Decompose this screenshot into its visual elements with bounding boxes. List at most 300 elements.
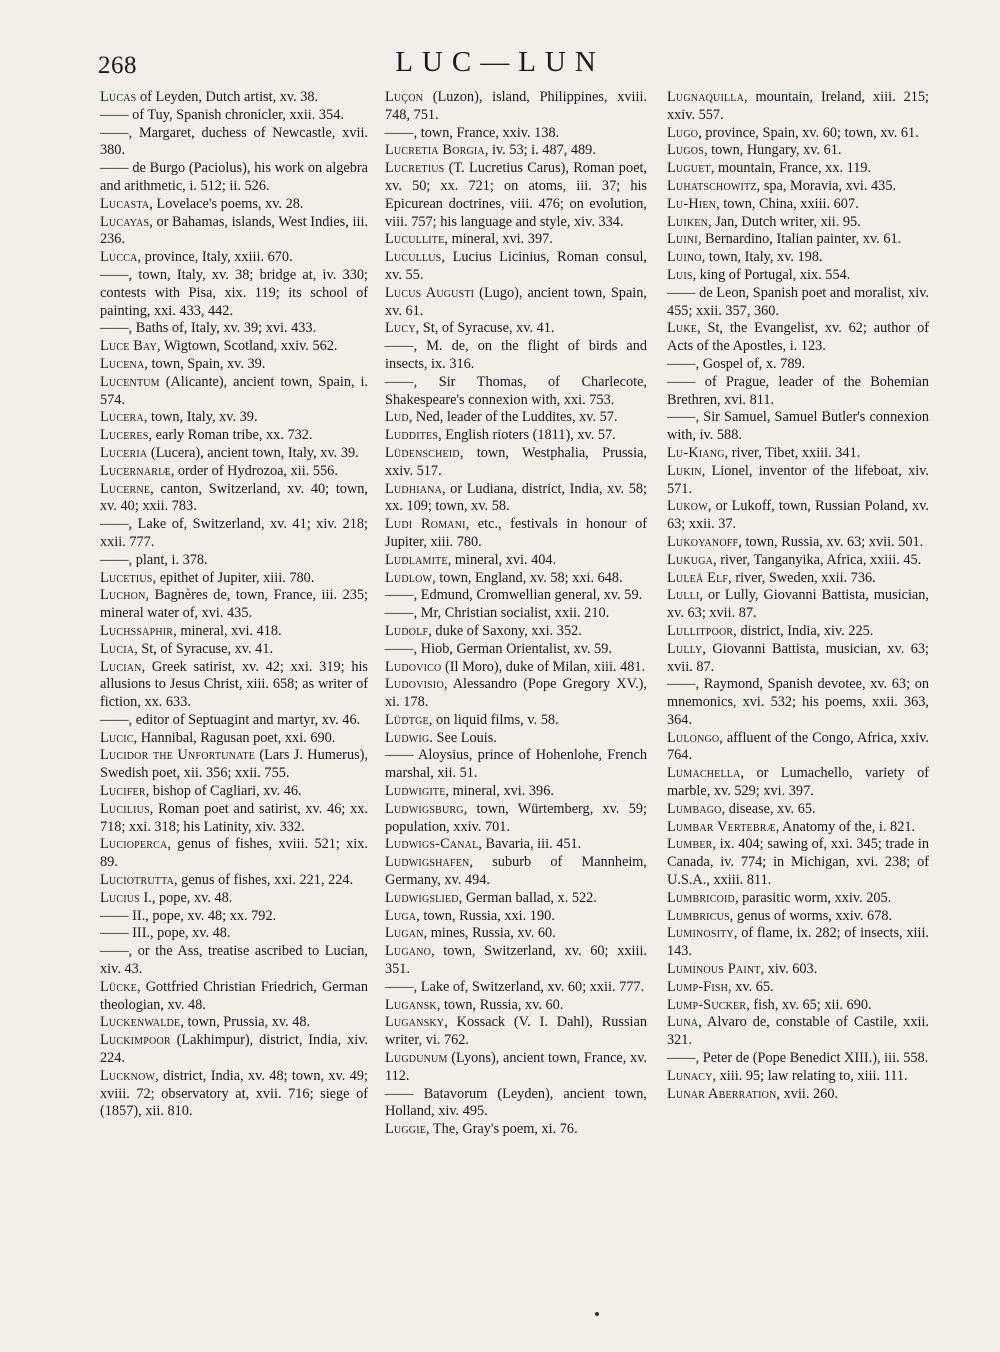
entry-headword: Luga bbox=[385, 907, 417, 924]
index-entry bbox=[667, 320, 929, 356]
running-head: LUC—LUN bbox=[395, 46, 605, 78]
index-entry bbox=[667, 1086, 929, 1104]
index-entry bbox=[100, 552, 368, 570]
index-entry bbox=[100, 160, 368, 196]
index-entry bbox=[385, 712, 647, 730]
index-entry bbox=[667, 908, 929, 926]
entry-headword: Luce Bay bbox=[100, 338, 157, 355]
entry-headword: Lugan bbox=[385, 925, 424, 942]
entry-text: , Bernardino, Italian painter, xv. 61. bbox=[697, 231, 902, 248]
index-entry bbox=[100, 925, 368, 943]
index-entry bbox=[100, 623, 368, 641]
entry-text: , mountain, Ireland, xiii. 215; xxiv. 557. bbox=[667, 89, 929, 123]
entry-text: , xiv. 603. bbox=[760, 961, 818, 978]
index-entry bbox=[100, 196, 368, 214]
index-entry bbox=[385, 142, 647, 160]
entry-headword: Luchon bbox=[100, 587, 146, 604]
entry-headword: Ludwigite bbox=[385, 783, 446, 800]
entry-headword: Luhatschowitz bbox=[667, 177, 757, 194]
entry-text: , Lionel, inventor of the lifeboat, xiv. 571. bbox=[667, 462, 929, 497]
index-entry bbox=[667, 641, 929, 677]
entry-headword: Lucasta bbox=[100, 195, 150, 212]
entry-text: , town, Italy, xv. 39. bbox=[143, 409, 258, 426]
index-entry bbox=[385, 943, 647, 979]
entry-text: . See Louis. bbox=[429, 729, 497, 746]
index-entry bbox=[385, 89, 647, 125]
entry-headword: Lucian bbox=[100, 658, 142, 675]
index-entry bbox=[667, 178, 929, 196]
index-entry bbox=[100, 1014, 368, 1032]
entry-headword: Luini bbox=[667, 231, 698, 248]
entry-text: , mineral, xvi. 418. bbox=[173, 622, 282, 639]
entry-text: , bishop of Cagliari, xv. 46. bbox=[145, 783, 302, 800]
entry-headword: Lukow bbox=[667, 498, 708, 515]
index-entry bbox=[100, 516, 368, 552]
index-entry bbox=[667, 890, 929, 908]
entry-headword: Lucullus bbox=[385, 249, 442, 266]
entry-headword: Lucentum bbox=[100, 373, 160, 390]
entry-text: ——, Gospel of, x. 789. bbox=[667, 355, 806, 372]
entry-text: , Lovelace's poems, xv. 28. bbox=[149, 195, 304, 212]
entry-text: , genus of worms, xxiv. 678. bbox=[729, 907, 893, 924]
index-entry bbox=[667, 498, 929, 534]
index-entry bbox=[385, 516, 647, 552]
entry-headword: Lucena bbox=[100, 355, 145, 372]
entry-text: , Anatomy of the, i. 821. bbox=[775, 818, 916, 835]
entry-headword: Luddites bbox=[385, 427, 439, 444]
index-entry bbox=[100, 125, 368, 161]
page-number: 268 bbox=[98, 52, 137, 79]
entry-headword: Lucerne bbox=[100, 480, 151, 497]
entry-headword: Luna bbox=[667, 1014, 699, 1031]
index-entry bbox=[667, 160, 929, 178]
entry-text: , river, Tanganyika, Africa, xxiii. 45. bbox=[713, 551, 922, 568]
entry-text: —— Aloysius, prince of Hohenlohe, French marshal, xii. 51. bbox=[385, 747, 647, 782]
entry-text: , mineral, xvi. 396. bbox=[445, 783, 554, 800]
entry-text: , Greek satirist, xv. 42; xxi. 319; his allusions to Jesus Christ, xiii. 658; as writer of fiction, xx. 633. bbox=[100, 658, 368, 711]
entry-text: ——, or the Ass, treatise ascribed to Lucian, xiv. 43. bbox=[100, 943, 368, 978]
index-entry bbox=[385, 445, 647, 481]
index-entry bbox=[385, 570, 647, 588]
entry-headword: Lugo bbox=[667, 124, 699, 141]
entry-text: , spa, Moravia, xvi. 435. bbox=[756, 177, 897, 194]
entry-headword: Lugano bbox=[385, 943, 432, 960]
entry-text: (Lakhimpur), district, India, xiv. 224. bbox=[100, 1032, 368, 1067]
entry-text: , Lucius Licinius, Roman consul, xv. 55. bbox=[385, 249, 647, 283]
entry-text: , district, India, xiv. 225. bbox=[733, 622, 874, 639]
index-entry bbox=[100, 979, 368, 1015]
entry-text: , of flame, ix. 282; of insects, xiii. 143. bbox=[667, 925, 929, 960]
entry-text: , Bagnères de, town, France, iii. 235; mineral water of, xvi. 435. bbox=[100, 587, 368, 622]
entry-text: , affluent of the Congo, Africa, xxiv. 764. bbox=[667, 729, 929, 764]
entry-text: , mountain, France, xx. 119. bbox=[710, 160, 872, 177]
entry-text: , epithet of Jupiter, xiii. 780. bbox=[152, 569, 315, 586]
index-entry bbox=[100, 374, 368, 410]
entry-headword: Lucilius bbox=[100, 800, 150, 817]
entry-headword: Lump-Sucker bbox=[667, 996, 747, 1013]
index-entry bbox=[667, 231, 929, 249]
index-entry bbox=[100, 730, 368, 748]
index-entry bbox=[385, 587, 647, 605]
entry-text: , etc., festivals in honour of Jupiter, xiii. 780. bbox=[385, 516, 647, 550]
entry-headword: Ludwigs-Canal bbox=[385, 836, 479, 853]
index-entry bbox=[385, 854, 647, 890]
entry-text: , St, of Syracuse, xv. 41. bbox=[415, 320, 555, 337]
entry-headword: Lugansky bbox=[385, 1014, 445, 1031]
index-entry bbox=[667, 214, 929, 232]
entry-text: , suburb of Mannheim, Germany, xv. 494. bbox=[385, 854, 647, 889]
index-entry bbox=[667, 623, 929, 641]
entry-text: , town, China, xxiii. 607. bbox=[716, 195, 859, 212]
entry-headword: Lulli bbox=[667, 587, 700, 604]
index-entry bbox=[385, 783, 647, 801]
entry-headword: Luguet bbox=[667, 160, 711, 177]
entry-text: , or Lukoff, town, Russian Poland, xv. 63; xxii. 37. bbox=[667, 498, 929, 533]
index-entry bbox=[667, 89, 929, 125]
index-entry bbox=[100, 587, 368, 623]
entry-headword: Lulongo bbox=[667, 729, 720, 746]
entry-headword: Lucia bbox=[100, 640, 135, 657]
entry-headword: Luino bbox=[667, 249, 702, 266]
index-entry bbox=[385, 1014, 647, 1050]
entry-text: —— II., pope, xv. 48; xx. 792. bbox=[100, 907, 277, 924]
entry-text: , iv. 53; i. 487, 489. bbox=[484, 142, 596, 159]
entry-headword: Lucy bbox=[385, 320, 416, 337]
entry-text: , river, Sweden, xxii. 736. bbox=[728, 569, 876, 586]
entry-headword: Lu-Hien bbox=[667, 195, 717, 212]
index-entry bbox=[100, 463, 368, 481]
entry-text: , town, Russia, xxi. 190. bbox=[416, 907, 555, 924]
entry-headword: Luke bbox=[667, 320, 698, 337]
entry-text: , order of Hydrozoa, xii. 556. bbox=[170, 462, 338, 479]
entry-headword: Lumbar Vertebræ bbox=[667, 818, 776, 835]
index-entry bbox=[385, 623, 647, 641]
index-entry bbox=[667, 249, 929, 267]
entry-text: , xv. 65. bbox=[728, 978, 774, 995]
index-entry bbox=[385, 231, 647, 249]
entry-text: , canton, Switzerland, xv. 40; town, xv. 40; xxii. 783. bbox=[100, 480, 368, 515]
entry-headword: Lumbricus bbox=[667, 907, 730, 924]
entry-text: , province, Spain, xv. 60; town, xv. 61. bbox=[698, 124, 919, 141]
entry-text: , disease, xv. 65. bbox=[721, 800, 816, 817]
entry-text: , Alvaro de, constable of Castile, xxii. 321. bbox=[667, 1014, 929, 1049]
entry-headword: Lucretius bbox=[385, 160, 445, 177]
index-entry bbox=[385, 409, 647, 427]
index-entry bbox=[667, 285, 929, 321]
index-entry bbox=[100, 267, 368, 320]
entry-headword: Lugansk bbox=[385, 996, 437, 1013]
entry-text: , town, Switzerland, xv. 60; xxiii. 351. bbox=[385, 943, 647, 978]
index-entry bbox=[667, 125, 929, 143]
entry-headword: Lucidor the Unfortunate bbox=[100, 747, 256, 764]
entry-headword: Lucera bbox=[100, 409, 144, 426]
entry-text: (Lyons), ancient town, France, xv. 112. bbox=[385, 1050, 647, 1084]
index-entry bbox=[667, 961, 929, 979]
index-entry bbox=[385, 801, 647, 837]
entry-headword: Luggie bbox=[385, 1121, 427, 1138]
index-entry bbox=[100, 836, 368, 872]
entry-text: , German ballad, x. 522. bbox=[458, 889, 597, 906]
index-entry bbox=[100, 1032, 368, 1068]
entry-headword: Lumber bbox=[667, 836, 713, 853]
entry-text: , province, Italy, xxiii. 670. bbox=[137, 249, 293, 266]
entry-text: , town, Russia, xv. 60. bbox=[436, 996, 564, 1013]
entry-text: , Hannibal, Ragusan poet, xxi. 690. bbox=[133, 729, 336, 746]
entry-text: , Kossack (V. I. Dahl), Russian writer, vi. 762. bbox=[385, 1014, 647, 1049]
entry-headword: Ludovisio bbox=[385, 676, 444, 693]
index-entry bbox=[385, 1121, 647, 1139]
entry-headword: Lucic bbox=[100, 729, 134, 746]
index-entry bbox=[385, 160, 647, 231]
entry-headword: Lukin bbox=[667, 462, 702, 479]
index-entry bbox=[667, 836, 929, 889]
index-entry bbox=[100, 214, 368, 250]
entry-headword: Luckenwalde bbox=[100, 1014, 181, 1031]
index-entry bbox=[667, 142, 929, 160]
index-entry bbox=[385, 285, 647, 321]
index-entry bbox=[385, 908, 647, 926]
index-entry bbox=[100, 409, 368, 427]
entry-text: —— of Prague, leader of the Bohemian Brethren, xvi. 811. bbox=[667, 373, 929, 408]
entry-headword: Lukoyanoff bbox=[667, 533, 739, 550]
index-entry bbox=[385, 730, 647, 748]
entry-headword: Luminosity bbox=[667, 925, 734, 942]
entry-text: ——, M. de, on the flight of birds and insects, ix. 316. bbox=[385, 338, 647, 372]
entry-headword: Lunar Aberration bbox=[667, 1085, 777, 1102]
index-entry bbox=[385, 979, 647, 997]
index-entry bbox=[385, 552, 647, 570]
entry-headword: Ludwig bbox=[385, 729, 430, 746]
entry-text: ——, town, Italy, xv. 38; bridge at, iv. 330; contests with Pisa, xix. 119; its school of painting, xxi. 433, 442. bbox=[100, 266, 368, 319]
index-entry bbox=[667, 374, 929, 410]
entry-text: (Lars J. Humerus), Swedish poet, xii. 356; xxii. 755. bbox=[100, 747, 368, 782]
index-entry bbox=[100, 249, 368, 267]
entry-headword: Ludovico bbox=[385, 658, 442, 675]
entry-headword: Lüdenscheid bbox=[385, 444, 460, 461]
index-entry bbox=[100, 445, 368, 463]
index-entry bbox=[385, 890, 647, 908]
entry-text: , Giovanni Battista, musician, xv. 63; xvii. 87. bbox=[667, 640, 929, 675]
entry-text: , Bavaria, iii. 451. bbox=[478, 836, 582, 853]
index-entry bbox=[385, 641, 647, 659]
entry-text: (Alicante), ancient town, Spain, i. 574. bbox=[100, 373, 368, 408]
entry-text: , town, Westphalia, Prussia, xxiv. 517. bbox=[385, 444, 647, 479]
entry-text: , mineral, xvi. 397. bbox=[444, 231, 553, 248]
entry-text: ——, Raymond, Spanish devotee, xv. 63; on mnemonics, xvi. 532; his poems, xxii. 363, 364. bbox=[667, 676, 929, 728]
entry-text: , St, of Syracuse, xv. 41. bbox=[134, 640, 274, 657]
entry-text: —— de Burgo (Paciolus), his work on algebra and arithmetic, i. 512; ii. 526. bbox=[100, 160, 368, 194]
index-entry bbox=[667, 676, 929, 729]
entry-text: , king of Portugal, xix. 554. bbox=[692, 266, 851, 283]
index-entry bbox=[100, 747, 368, 783]
entry-headword: Lucioperca bbox=[100, 836, 168, 853]
index-entry bbox=[385, 925, 647, 943]
entry-headword: Lullitpoor bbox=[667, 622, 734, 639]
entry-text: , town, England, xv. 58; xxi. 648. bbox=[432, 569, 623, 586]
entry-headword: Lugdunum bbox=[385, 1050, 448, 1067]
index-entry bbox=[100, 107, 368, 125]
entry-text: , Roman poet and satirist, xv. 46; xx. 718; xxi. 318; his Latinity, xiv. 332. bbox=[100, 800, 368, 835]
entry-text: (Luzon), island, Philippines, xviii. 748, 751. bbox=[385, 89, 647, 123]
entry-headword: Lucetius bbox=[100, 569, 153, 586]
entry-text: (Lucera), ancient town, Italy, xv. 39. bbox=[147, 444, 359, 461]
index-entry bbox=[100, 943, 368, 979]
entry-headword: Luceres bbox=[100, 427, 149, 444]
entry-text: , town, Prussia, xv. 48. bbox=[180, 1014, 311, 1031]
entry-headword: Lugos bbox=[667, 142, 704, 159]
entry-text: (Lugo), ancient town, Spain, xv. 61. bbox=[385, 284, 647, 319]
entry-headword: Ludolf bbox=[385, 622, 429, 639]
entry-text: , district, India, xv. 48; town, xv. 49; xviii. 72; observatory at, xvii. 716; siege of (1857), xii. 810. bbox=[100, 1067, 368, 1120]
entry-headword: Lumachella bbox=[667, 765, 741, 782]
entry-text: ——, Sir Samuel, Samuel Butler's connexion with, iv. 588. bbox=[667, 409, 929, 444]
entry-text: of Leyden, Dutch artist, xv. 38. bbox=[136, 89, 319, 105]
index-entry bbox=[100, 89, 368, 107]
entry-text: ——, Lake of, Switzerland, xv. 41; xiv. 218; xxii. 777. bbox=[100, 516, 368, 550]
index-entry bbox=[100, 712, 368, 730]
entry-headword: Luis bbox=[667, 266, 693, 283]
entry-text: , genus of fishes, xxi. 221, 224. bbox=[174, 872, 354, 889]
entry-headword: Lucca bbox=[100, 249, 138, 266]
index-entry bbox=[385, 249, 647, 285]
index-entry bbox=[385, 320, 647, 338]
index-entry bbox=[667, 997, 929, 1015]
entry-headword: Ludwigsburg bbox=[385, 800, 464, 817]
entry-headword: Luckimpoor bbox=[100, 1032, 171, 1049]
entry-text: , or Bahamas, islands, West Indies, iii. 236. bbox=[100, 213, 368, 248]
entry-text: ——, Baths of, Italy, xv. 39; xvi. 433. bbox=[100, 320, 317, 337]
entry-headword: Luchssaphir bbox=[100, 622, 174, 639]
entry-headword: Luleå Elf bbox=[667, 569, 729, 586]
entry-headword: Ludlamite bbox=[385, 551, 448, 568]
index-entry bbox=[667, 534, 929, 552]
index-entry bbox=[667, 801, 929, 819]
entry-text: , Wigtown, Scotland, xxiv. 562. bbox=[156, 338, 338, 355]
entry-text: —— of Tuy, Spanish chronicler, xxii. 354. bbox=[100, 106, 344, 123]
entry-text: ——, Hiob, German Orientalist, xv. 59. bbox=[385, 640, 612, 657]
index-entry bbox=[385, 427, 647, 445]
entry-text: , early Roman tribe, xx. 732. bbox=[148, 427, 313, 444]
index-entry bbox=[100, 872, 368, 890]
index-entry bbox=[385, 659, 647, 677]
index-column-2 bbox=[385, 89, 647, 1139]
entry-text: , Ned, leader of the Luddites, xv. 57. bbox=[408, 409, 618, 426]
entry-headword: Lully bbox=[667, 640, 703, 657]
entry-text: , parasitic worm, xxiv. 205. bbox=[734, 889, 892, 906]
entry-headword: Lucas bbox=[100, 89, 137, 105]
entry-text: , mineral, xvi. 404. bbox=[447, 551, 557, 568]
entry-text: , The, Gray's poem, xi. 76. bbox=[426, 1121, 578, 1138]
index-entry bbox=[100, 1068, 368, 1121]
index-entry bbox=[100, 783, 368, 801]
entry-headword: Lüdtge bbox=[385, 711, 429, 728]
entry-headword: Lunacy bbox=[667, 1067, 713, 1084]
entry-headword: Luçon bbox=[385, 89, 424, 105]
entry-headword: Lucullite bbox=[385, 231, 445, 248]
entry-text: , mines, Russia, xv. 60. bbox=[423, 925, 556, 942]
entry-text: , duke of Saxony, xxi. 352. bbox=[428, 622, 582, 639]
page-mark bbox=[595, 1312, 599, 1316]
entry-text: , town, Würtemberg, xv. 59; population, xxiv. 701. bbox=[385, 800, 647, 835]
entry-text: I., pope, xv. 48. bbox=[139, 889, 233, 906]
entry-headword: Ludwigslied bbox=[385, 889, 459, 906]
entry-headword: Lucifer bbox=[100, 783, 146, 800]
entry-headword: Lucius bbox=[100, 889, 140, 906]
index-entry bbox=[667, 267, 929, 285]
index-entry bbox=[385, 676, 647, 712]
entry-headword: Lu-Kiang bbox=[667, 444, 725, 461]
index-entry bbox=[385, 605, 647, 623]
entry-text: —— III., pope, xv. 48. bbox=[100, 925, 231, 942]
entry-text: , Gottfried Christian Friedrich, German theologian, xv. 48. bbox=[100, 978, 368, 1013]
index-entry bbox=[100, 641, 368, 659]
entry-text: , town, Russia, xv. 63; xvii. 501. bbox=[738, 533, 924, 550]
entry-text: , Alessandro (Pope Gregory XV.), xi. 178. bbox=[385, 676, 647, 711]
entry-text: , town, Hungary, xv. 61. bbox=[703, 142, 842, 159]
entry-text: , river, Tibet, xxiii. 341. bbox=[724, 444, 861, 461]
entry-text: , xiii. 95; law relating to, xiii. 111. bbox=[712, 1067, 908, 1084]
index-entry bbox=[100, 356, 368, 374]
entry-text: , town, Italy, xv. 198. bbox=[701, 249, 823, 266]
index-entry bbox=[100, 908, 368, 926]
entry-headword: Lucknow bbox=[100, 1067, 156, 1084]
entry-headword: Lumbago bbox=[667, 800, 722, 817]
entry-text: ——, Lake of, Switzerland, xv. 60; xxii. 777. bbox=[385, 978, 645, 995]
index-column-3 bbox=[667, 89, 929, 1103]
entry-headword: Luminous Paint bbox=[667, 961, 761, 978]
entry-text: , Jan, Dutch writer, xii. 95. bbox=[708, 213, 861, 230]
entry-text: ——, editor of Septuagint and martyr, xv. 46. bbox=[100, 711, 361, 728]
index-entry bbox=[667, 196, 929, 214]
entry-text: , English rioters (1811), xv. 57. bbox=[438, 427, 616, 444]
entry-text: (Il Moro), duke of Milan, xiii. 481. bbox=[441, 658, 646, 675]
entry-headword: Ludlow bbox=[385, 569, 433, 586]
index-entry bbox=[385, 1086, 647, 1122]
entry-text: —— de Leon, Spanish poet and moralist, xiv. 455; xxii. 357, 360. bbox=[667, 284, 929, 319]
index-entry bbox=[667, 1050, 929, 1068]
index-entry bbox=[667, 1014, 929, 1050]
index-entry bbox=[100, 890, 368, 908]
index-entry bbox=[667, 463, 929, 499]
entry-headword: Lumbricoid bbox=[667, 889, 735, 906]
entry-text: ——, Mr, Christian socialist, xxii. 210. bbox=[385, 605, 610, 622]
entry-text: , xvii. 260. bbox=[776, 1085, 839, 1102]
entry-headword: Lucernariæ bbox=[100, 462, 171, 479]
entry-headword: Lugnaquilla bbox=[667, 89, 745, 105]
index-entry bbox=[385, 481, 647, 517]
index-entry bbox=[385, 125, 647, 143]
index-entry bbox=[385, 1050, 647, 1086]
index-entry bbox=[667, 730, 929, 766]
entry-text: ——, Edmund, Cromwellian general, xv. 59. bbox=[385, 587, 643, 604]
entry-headword: Lucretia Borgia bbox=[385, 142, 485, 159]
index-entry bbox=[667, 356, 929, 374]
index-entry bbox=[667, 765, 929, 801]
index-entry bbox=[667, 819, 929, 837]
index-entry bbox=[667, 925, 929, 961]
entry-headword: Lücke bbox=[100, 978, 137, 995]
entry-text: , or Lumachello, variety of marble, xv. 529; xvi. 397. bbox=[667, 765, 929, 800]
index-entry bbox=[385, 338, 647, 374]
index-entry bbox=[100, 801, 368, 837]
entry-text: , on liquid films, v. 58. bbox=[428, 711, 559, 728]
entry-text: , genus of fishes, xviii. 521; xix. 89. bbox=[100, 836, 368, 871]
index-entry bbox=[667, 979, 929, 997]
entry-headword: Lukuga bbox=[667, 551, 714, 568]
entry-text: , or Ludiana, district, India, xv. 58; xx. 109; town, xv. 58. bbox=[385, 480, 647, 515]
index-entry bbox=[667, 552, 929, 570]
index-entry bbox=[100, 320, 368, 338]
